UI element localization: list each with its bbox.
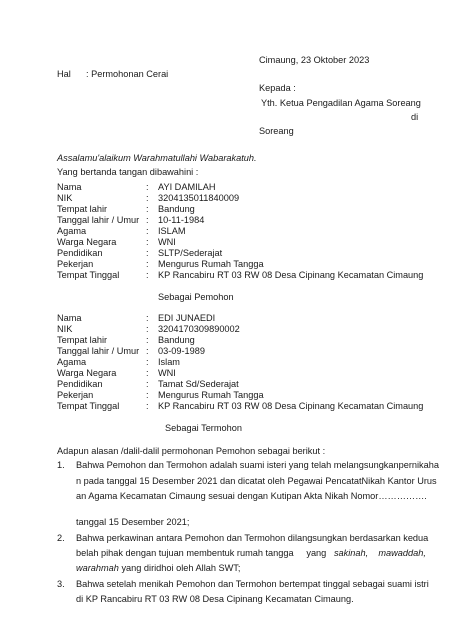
reason-2-sakinah: sakinah, mawaddah, (333, 548, 426, 558)
termohon-name-label: Nama (57, 313, 82, 323)
pemohon-religion-value: ISLAM (158, 226, 186, 236)
colon: : (146, 357, 149, 367)
termohon-address-label: Tempat Tinggal (57, 401, 120, 411)
pemohon-occupation-label: Pekerjan (57, 259, 94, 269)
colon: : (146, 313, 149, 323)
colon: : (146, 204, 149, 214)
termohon-occupation-label: Pekerjan (57, 390, 94, 400)
intro-text: Yang bertanda tangan dibawahini : (57, 167, 199, 177)
pemohon-education-label: Pendidikan (57, 248, 103, 258)
pemohon-citizenship-value: WNI (158, 237, 176, 247)
termohon-role: Sebagai Termohon (165, 423, 242, 433)
colon: : (146, 346, 149, 356)
colon: : (146, 226, 149, 236)
reason-3-line-2: di KP Rancabiru RT 03 RW 08 Desa Cipinang Kecamatan Cimaung. (76, 594, 354, 604)
pemohon-role: Sebagai Pemohon (158, 292, 234, 302)
recipient-city: Soreang (259, 126, 294, 136)
pemohon-education-value: SLTP/Sederajat (158, 248, 223, 258)
pemohon-religion-label: Agama (57, 226, 87, 236)
greeting: Assalamu'alaikum Warahmatullahi Wabarakatuh. (57, 153, 257, 163)
termohon-religion-label: Agama (57, 357, 87, 367)
colon: : (146, 259, 149, 269)
reason-number: 2. (57, 533, 65, 543)
termohon-occupation-value: Mengurus Rumah Tangga (158, 390, 264, 400)
reasons-intro: Adapun alasan /dalil-dalil permohonan Pemohon sebagai berikut : (57, 446, 326, 456)
reason-1-line-2: n pada tanggal 15 Desember 2021 dan dicatat oleh Pegawai PencatatNikah Kantor Urus (76, 476, 437, 486)
colon: : (146, 379, 149, 389)
colon: : (146, 390, 149, 400)
pemohon-birthdate-label: Tanggal lahir / Umur (57, 215, 140, 225)
termohon-nik-value: 3204170309890002 (158, 324, 240, 334)
reason-1-line-1: Bahwa Pemohon dan Termohon adalah suami isteri yang telah melangsungkanpernikaha (76, 460, 439, 470)
termohon-education-value: Tamat Sd/Sederajat (158, 379, 239, 389)
termohon-nik-label: NIK (57, 324, 73, 334)
colon: : (146, 193, 149, 203)
reason-2-line-2-text: belah pihak dengan tujuan membentuk rumah tangga yang (76, 548, 334, 558)
termohon-education-label: Pendidikan (57, 379, 103, 389)
termohon-birthplace-value: Bandung (158, 335, 195, 345)
colon: : (146, 248, 149, 258)
pemohon-address-label: Tempat Tinggal (57, 270, 120, 280)
reason-2-line-3 (76, 563, 240, 574)
reason-number: 1. (57, 460, 65, 470)
kepada-label: Kepada : (259, 83, 296, 93)
subject-value: : Permohonan Cerai (86, 69, 169, 79)
termohon-citizenship-value: WNI (158, 368, 176, 378)
pemohon-citizenship-label: Warga Negara (57, 237, 117, 247)
reason-3-line-1: Bahwa setelah menikah Pemohon dan Termohon bertempat tinggal sebagai suami istri (76, 579, 429, 589)
di-label: di (411, 112, 419, 122)
termohon-name-value: EDI JUNAEDI (158, 313, 216, 323)
recipient: Yth. Ketua Pengadilan Agama Soreang (261, 98, 421, 108)
reason-2-line-2 (76, 548, 426, 559)
pemohon-nik-label: NIK (57, 193, 73, 203)
place-date: Cimaung, 23 Oktober 2023 (259, 55, 370, 65)
colon: : (146, 270, 149, 280)
pemohon-name-value: AYI DAMILAH (158, 182, 216, 192)
pemohon-name-label: Nama (57, 182, 82, 192)
colon: : (146, 215, 149, 225)
termohon-birthplace-label: Tempat lahir (57, 335, 108, 345)
reason-2-line-3-text: yang diridhoi oleh Allah SWT; (118, 563, 241, 573)
pemohon-nik-value: 3204135011840009 (158, 193, 240, 203)
pemohon-birthplace-value: Bandung (158, 204, 195, 214)
termohon-religion-value: Islam (158, 357, 180, 367)
colon: : (146, 324, 149, 334)
colon: : (146, 237, 149, 247)
pemohon-birthplace-label: Tempat lahir (57, 204, 108, 214)
reason-2-line-1: Bahwa perkawinan antara Pemohon dan Termohon dilangsungkan berdasarkan kedua (76, 533, 429, 543)
termohon-citizenship-label: Warga Negara (57, 368, 117, 378)
pemohon-birthdate-value: 10-11-1984 (158, 215, 205, 225)
subject-label: Hal (57, 69, 71, 79)
colon: : (146, 368, 149, 378)
colon: : (146, 335, 149, 345)
termohon-birthdate-label: Tanggal lahir / Umur (57, 346, 140, 356)
reason-2-warahmah: warahmah (76, 563, 119, 573)
reason-1-line-3: an Agama Kecamatan Cimaung sesuai dengan Kutipan Akta Nikah Nomor……………. (76, 491, 427, 501)
colon: : (146, 401, 149, 411)
termohon-address-value: KP Rancabiru RT 03 RW 08 Desa Cipinang Kecamatan Cimaung (158, 401, 424, 411)
pemohon-address-value: KP Rancabiru RT 03 RW 08 Desa Cipinang Kecamatan Cimaung (158, 270, 424, 280)
colon: : (146, 182, 149, 192)
pemohon-occupation-value: Mengurus Rumah Tangga (158, 259, 264, 269)
reason-1-date: tanggal 15 Desember 2021; (76, 517, 190, 527)
termohon-birthdate-value: 03-09-1989 (158, 346, 205, 356)
reason-number: 3. (57, 579, 65, 589)
